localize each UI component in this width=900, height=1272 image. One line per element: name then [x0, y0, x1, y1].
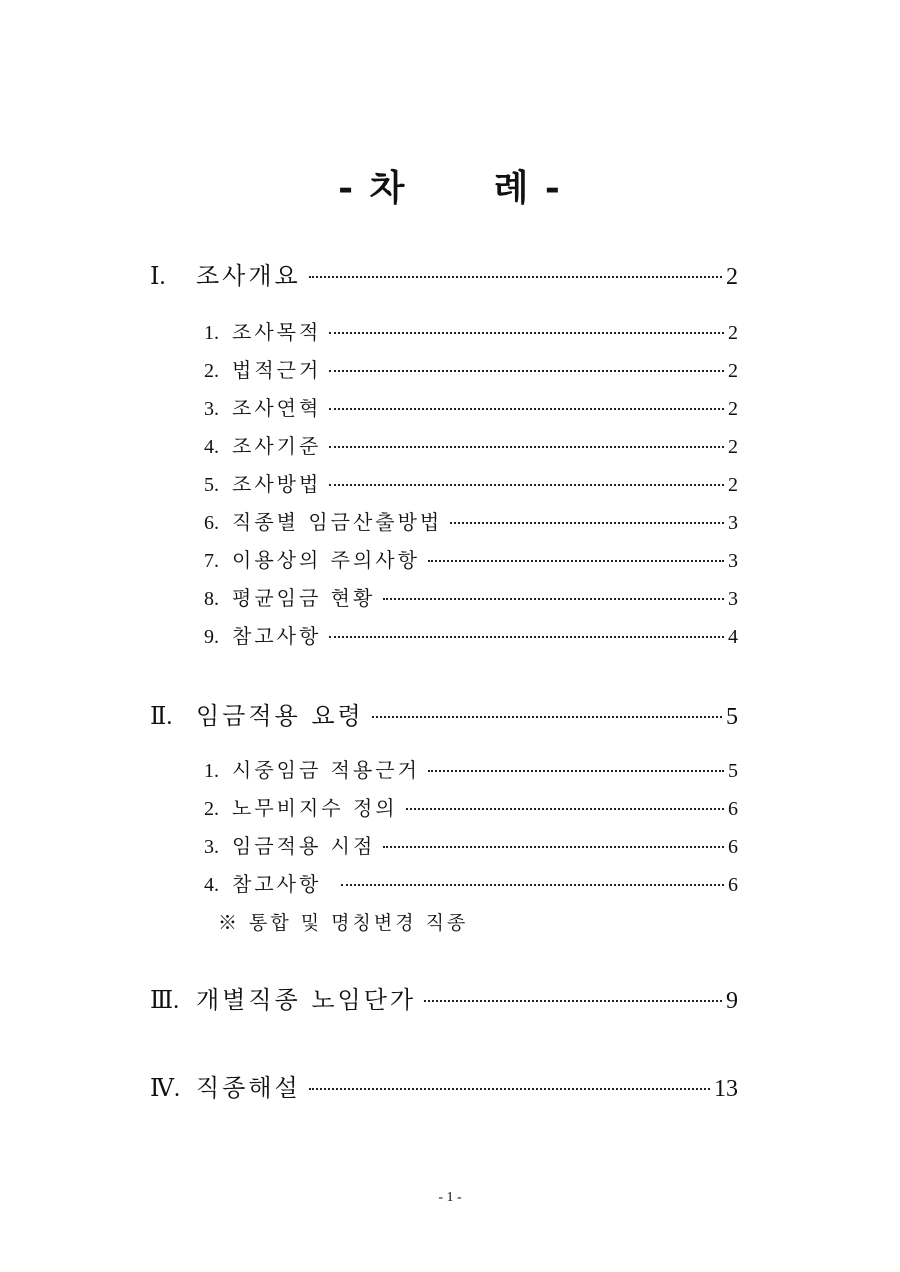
item-label: 조사연혁 — [232, 396, 322, 420]
page-number: 3 — [728, 512, 738, 534]
item-number: 2. — [204, 360, 219, 382]
item-number: 6. — [204, 512, 219, 534]
item-label: 노무비지수 정의 — [232, 796, 398, 820]
dot-leader — [383, 846, 724, 848]
item-label: 조사기준 — [232, 434, 322, 458]
item-number: 5. — [204, 474, 219, 496]
dot-leader — [329, 408, 724, 410]
dot-leader — [341, 884, 724, 886]
dot-leader — [406, 808, 724, 810]
toc-item[interactable] — [204, 470, 738, 498]
page-number: 9 — [726, 988, 738, 1014]
toc-item[interactable] — [204, 508, 738, 536]
toc-item[interactable] — [204, 756, 738, 784]
page-number: 2 — [728, 322, 738, 344]
dot-leader — [428, 770, 724, 772]
section-number: Ⅲ. — [150, 988, 180, 1014]
dot-leader — [329, 332, 724, 334]
dot-leader — [424, 1000, 722, 1002]
page-number: 2 — [726, 264, 738, 290]
section-label: 임금적용 요령 — [196, 702, 364, 730]
page-number: 13 — [714, 1076, 738, 1102]
toc-item[interactable] — [204, 546, 738, 574]
item-number: 9. — [204, 626, 219, 648]
item-number: 1. — [204, 760, 219, 782]
item-number: 4. — [204, 436, 219, 458]
toc-item[interactable] — [204, 870, 738, 898]
item-number: 2. — [204, 798, 219, 820]
item-label: 시중임금 적용근거 — [232, 758, 420, 782]
item-label: 직종별 임금산출방법 — [232, 510, 443, 534]
page-number: 2 — [728, 360, 738, 382]
page-number: 5 — [726, 704, 738, 730]
toc-section-1[interactable] — [150, 260, 738, 292]
toc-section-4[interactable] — [150, 1072, 738, 1104]
toc-item[interactable] — [204, 356, 738, 384]
page-number: 2 — [728, 398, 738, 420]
page-number: 6 — [728, 798, 738, 820]
item-number: 3. — [204, 398, 219, 420]
dot-leader — [372, 716, 722, 718]
dot-leader — [329, 370, 724, 372]
section-number: Ⅱ. — [150, 704, 173, 730]
item-label: 참고사항 — [232, 872, 322, 896]
toc-item[interactable] — [204, 318, 738, 346]
page-title: - 차 례 - — [338, 167, 562, 209]
item-number: 3. — [204, 836, 219, 858]
dot-leader — [309, 1088, 710, 1090]
item-label: 이용상의 주의사항 — [232, 548, 420, 572]
toc-item[interactable] — [204, 794, 738, 822]
page-number: 3 — [728, 588, 738, 610]
item-label: 참고사항 — [232, 624, 322, 648]
page-number: 6 — [728, 836, 738, 858]
dot-leader — [309, 276, 722, 278]
toc-item[interactable] — [204, 622, 738, 650]
page-number: 3 — [728, 550, 738, 572]
dot-leader — [329, 636, 724, 638]
dot-leader — [428, 560, 724, 562]
item-number: 7. — [204, 550, 219, 572]
toc-item[interactable] — [204, 394, 738, 422]
page-footer: - 1 - — [438, 1190, 462, 1205]
toc-section-2[interactable] — [150, 700, 738, 732]
page-number: 6 — [728, 874, 738, 896]
item-label: 조사목적 — [232, 320, 322, 344]
section-label: 조사개요 — [196, 262, 301, 290]
section-label: 개별직종 노임단가 — [196, 986, 417, 1014]
page-number: 2 — [728, 474, 738, 496]
toc-item[interactable] — [204, 584, 738, 612]
toc-item[interactable] — [204, 432, 738, 460]
item-number: 8. — [204, 588, 219, 610]
page-number: 5 — [728, 760, 738, 782]
item-number: 4. — [204, 874, 219, 896]
item-label: 평균임금 현황 — [232, 586, 376, 610]
section-number: Ⅰ. — [150, 264, 166, 290]
dot-leader — [329, 484, 724, 486]
section-number: Ⅳ. — [150, 1076, 180, 1102]
toc-section-3[interactable] — [150, 984, 738, 1016]
section-label: 직종해설 — [196, 1074, 301, 1102]
dot-leader — [329, 446, 724, 448]
item-label: 법적근거 — [232, 358, 322, 382]
item-number: 1. — [204, 322, 219, 344]
page-number: 4 — [728, 626, 738, 648]
item-label: 조사방법 — [232, 472, 322, 496]
merged-renamed-note: ※ 통합 및 명칭변경 직종 — [218, 912, 469, 934]
toc-item[interactable] — [204, 832, 738, 860]
dot-leader — [450, 522, 724, 524]
dot-leader — [383, 598, 724, 600]
item-label: 임금적용 시점 — [232, 834, 376, 858]
page-number: 2 — [728, 436, 738, 458]
